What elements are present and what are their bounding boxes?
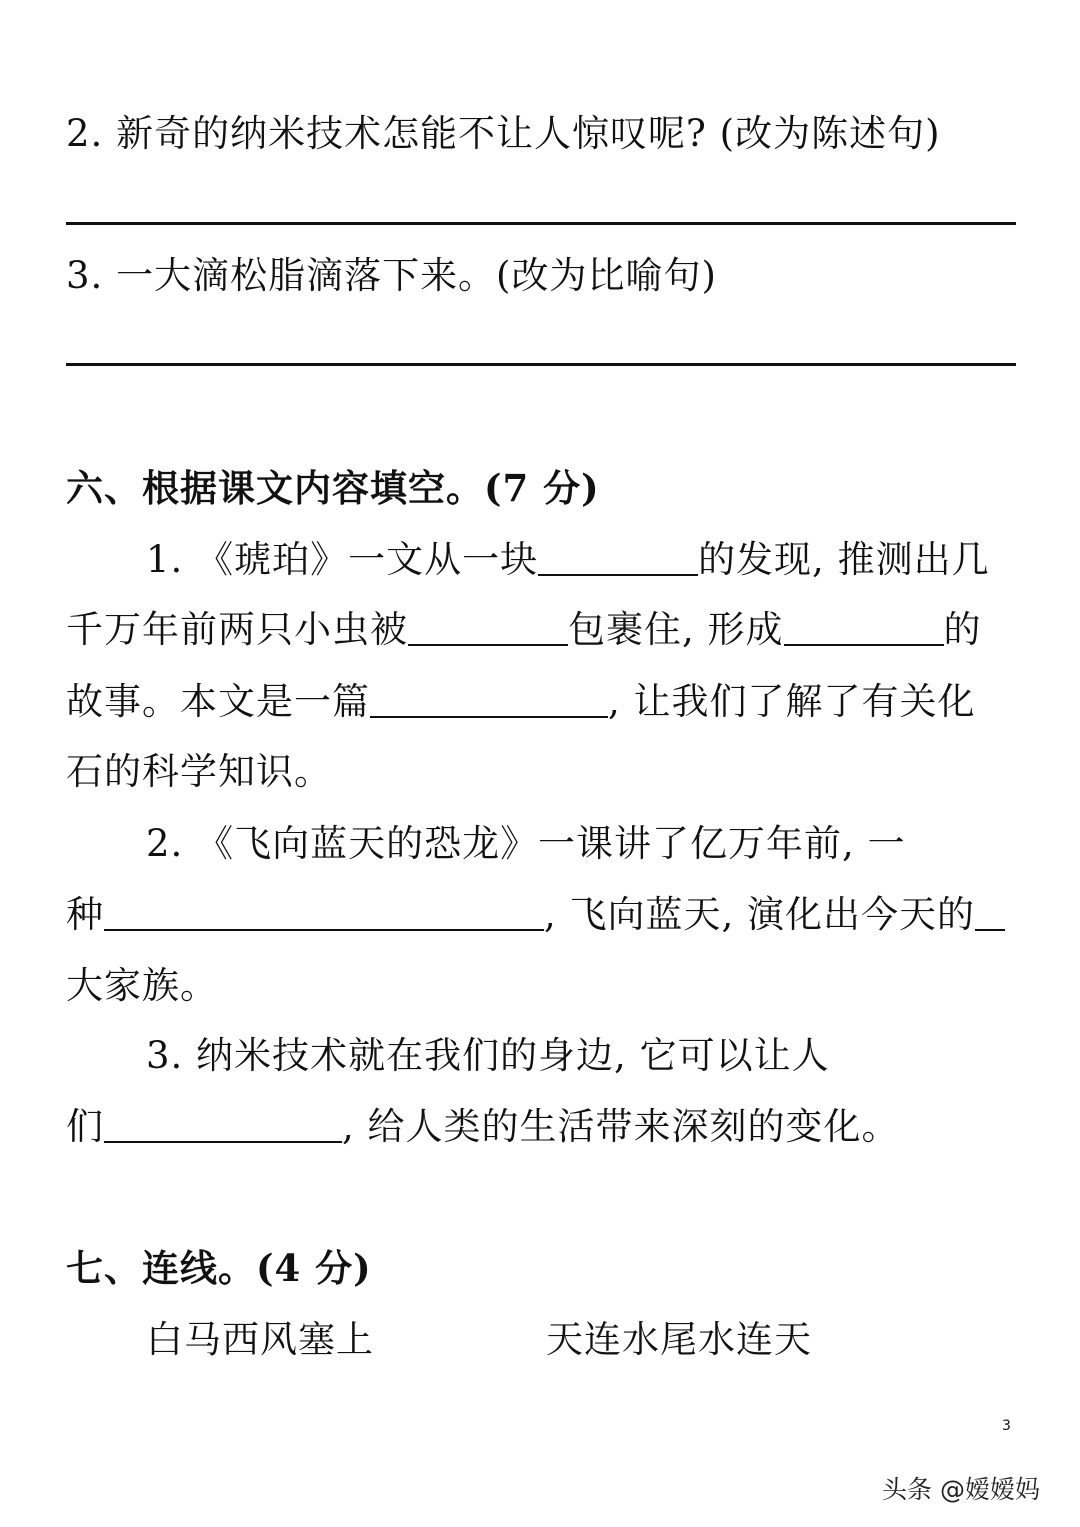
q6-item-1-line-2	[66, 608, 982, 652]
q6-item-1-text-b: 的发现, 推测出几	[698, 538, 990, 581]
q6-item-1-text-f: 故事。本文是一篇	[66, 680, 370, 723]
q6-item-1-line-4: 石的科学知识。	[66, 750, 332, 793]
q6-blank-4[interactable]	[370, 682, 608, 718]
page-number: 3	[1002, 1418, 1011, 1434]
q6-item-1-text-e: 的	[943, 608, 982, 651]
q6-item-1-text-a: 1. 《琥珀》一文从一块	[146, 538, 539, 581]
section-7-title: 七、连线。(4 分)	[66, 1246, 372, 1290]
answer-line-q5-2	[66, 222, 1016, 225]
q6-item-2-text-c: , 飞向蓝天, 演化出今天的	[544, 893, 976, 936]
q6-blank-7[interactable]	[104, 1107, 342, 1143]
q6-blank-2[interactable]	[408, 610, 568, 646]
q6-item-3-text-b: 们	[66, 1105, 104, 1148]
q6-item-1-text-d: 包裹住, 形成	[568, 608, 784, 651]
q6-item-3-line-2	[66, 1105, 900, 1149]
q6-item-1-line-1	[146, 538, 990, 582]
answer-line-q5-3	[66, 363, 1016, 366]
q6-blank-5[interactable]	[104, 895, 544, 931]
q6-item-1-text-g: , 让我们了解了有关化	[608, 680, 976, 723]
watermark: 头条 @嫒嫒妈	[882, 1475, 1040, 1504]
q6-item-2-line-3: 大家族。	[66, 964, 218, 1007]
q6-item-2-text-b: 种	[66, 893, 104, 936]
q6-item-1-text-c: 千万年前两只小虫被	[66, 608, 408, 651]
q5-item-3: 3. 一大滴松脂滴落下来。(改为比喻句)	[66, 254, 717, 297]
q6-item-3-text-c: , 给人类的生活带来深刻的变化。	[342, 1105, 900, 1148]
q6-item-1-line-3	[66, 680, 976, 724]
q6-blank-6[interactable]	[975, 895, 1005, 931]
section-6-title: 六、根据课文内容填空。(7 分)	[66, 466, 600, 510]
q7-right-item[interactable]: 天连水尾水连天	[546, 1318, 812, 1361]
q6-blank-3[interactable]	[784, 610, 944, 646]
q6-item-2-line-2	[66, 893, 1005, 937]
q6-blank-1[interactable]	[538, 540, 698, 576]
q6-item-3-line-1: 3. 纳米技术就在我们的身边, 它可以让人	[146, 1034, 830, 1077]
q5-item-2: 2. 新奇的纳米技术怎能不让人惊叹呢? (改为陈述句)	[66, 112, 941, 155]
q6-item-2-line-1: 2. 《飞向蓝天的恐龙》一课讲了亿万年前, 一	[146, 822, 906, 865]
q7-left-item[interactable]: 白马西风塞上	[146, 1318, 374, 1361]
